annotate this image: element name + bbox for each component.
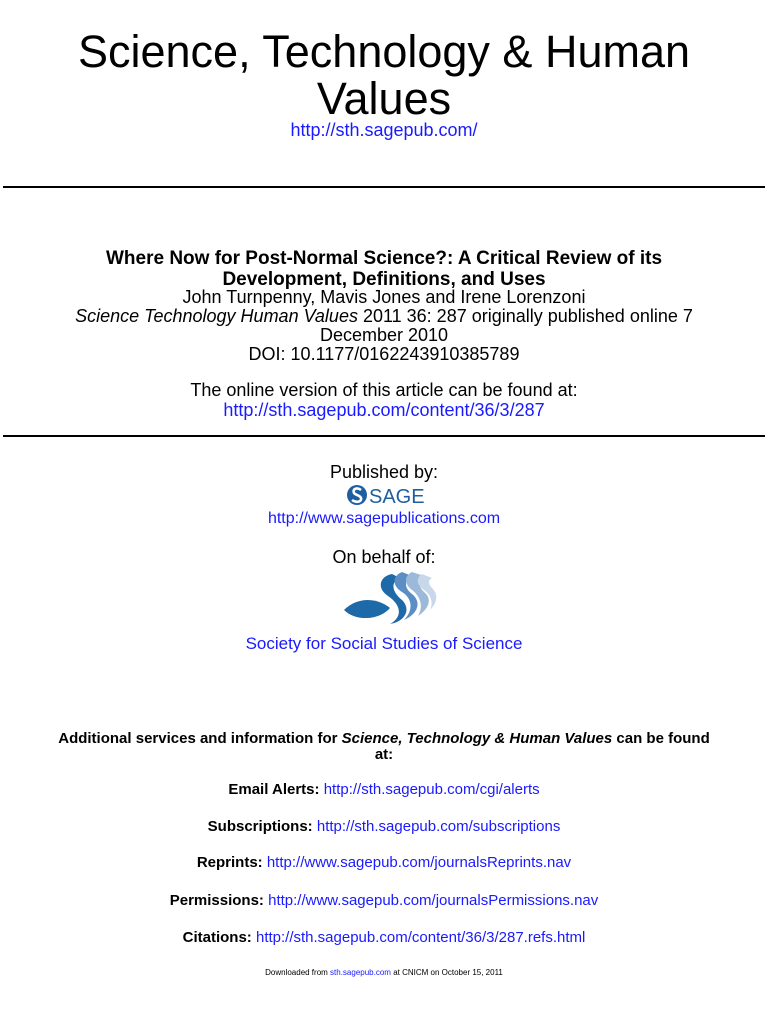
article-doi: DOI: 10.1177/0162243910385789	[248, 344, 520, 364]
service-permissions	[0, 892, 768, 909]
society-container	[0, 634, 768, 654]
journal-title-line2: Values	[316, 73, 452, 124]
service-label: Permissions:	[169, 892, 264, 909]
additional-suffix: can be found	[612, 730, 710, 747]
additional-services-line2: at:	[374, 746, 394, 763]
service-subscriptions	[0, 818, 768, 835]
download-footer	[0, 968, 768, 977]
article-title-line2: Development, Definitions, and Uses	[222, 269, 546, 290]
service-link[interactable]: http://sth.sagepub.com/cgi/alerts	[323, 781, 540, 798]
additional-services-line1	[0, 731, 768, 747]
society-logo-icon	[340, 568, 440, 630]
additional-journal: Science, Technology & Human Values	[341, 730, 613, 747]
service-label: Email Alerts:	[228, 781, 320, 798]
article-citation	[0, 307, 768, 326]
top-divider	[3, 186, 765, 188]
footer-prefix: Downloaded from	[265, 968, 331, 977]
service-label: Citations:	[182, 929, 252, 946]
service-email-alerts	[0, 781, 768, 798]
citation-details: 2011 36: 287 originally published online 7	[357, 306, 693, 326]
service-link[interactable]: http://www.sagepub.com/journalsReprints.nav	[266, 854, 572, 871]
article-meta	[0, 288, 768, 364]
sage-logo-icon[interactable]	[346, 483, 436, 507]
service-label: Subscriptions:	[207, 818, 313, 835]
service-reprints	[0, 854, 768, 871]
sage-logo-text: SAGE	[369, 486, 425, 507]
article-title	[0, 248, 768, 290]
service-link[interactable]: http://www.sagepub.com/journalsPermissions.nav	[268, 892, 599, 909]
citation-journal: Science Technology Human Values	[75, 306, 358, 326]
publisher-url-link[interactable]: http://www.sagepublications.com	[267, 510, 501, 527]
published-by-label: Published by:	[329, 462, 439, 482]
journal-url-link[interactable]: http://sth.sagepub.com/	[290, 120, 478, 140]
journal-title-line1: Science, Technology & Human	[77, 26, 691, 77]
publisher-url-container	[0, 510, 768, 528]
service-citations	[0, 929, 768, 946]
service-link[interactable]: http://sth.sagepub.com/subscriptions	[316, 818, 561, 835]
additional-services	[0, 731, 768, 763]
on-behalf-label: On behalf of:	[332, 547, 436, 567]
service-link[interactable]: http://sth.sagepub.com/content/36/3/287.refs.html	[255, 929, 586, 946]
journal-title	[0, 28, 768, 122]
service-label: Reprints:	[196, 854, 263, 871]
footer-suffix: at CNICM on October 15, 2011	[390, 968, 503, 977]
article-authors: John Turnpenny, Mavis Jones and Irene Lorenzoni	[182, 287, 586, 307]
online-version-text: The online version of this article can be found at:	[190, 380, 578, 400]
footer-link[interactable]: sth.sagepub.com	[330, 968, 391, 977]
online-version-link[interactable]: http://sth.sagepub.com/content/36/3/287	[223, 400, 545, 420]
additional-prefix: Additional services and information for	[58, 730, 342, 747]
online-version	[0, 380, 768, 420]
society-link[interactable]: Society for Social Studies of Science	[245, 634, 523, 653]
middle-divider	[3, 435, 765, 437]
article-title-line1: Where Now for Post-Normal Science?: A Critical Review of its	[105, 248, 663, 269]
journal-url-container	[0, 120, 768, 141]
article-citation-line2: December 2010	[319, 325, 449, 345]
